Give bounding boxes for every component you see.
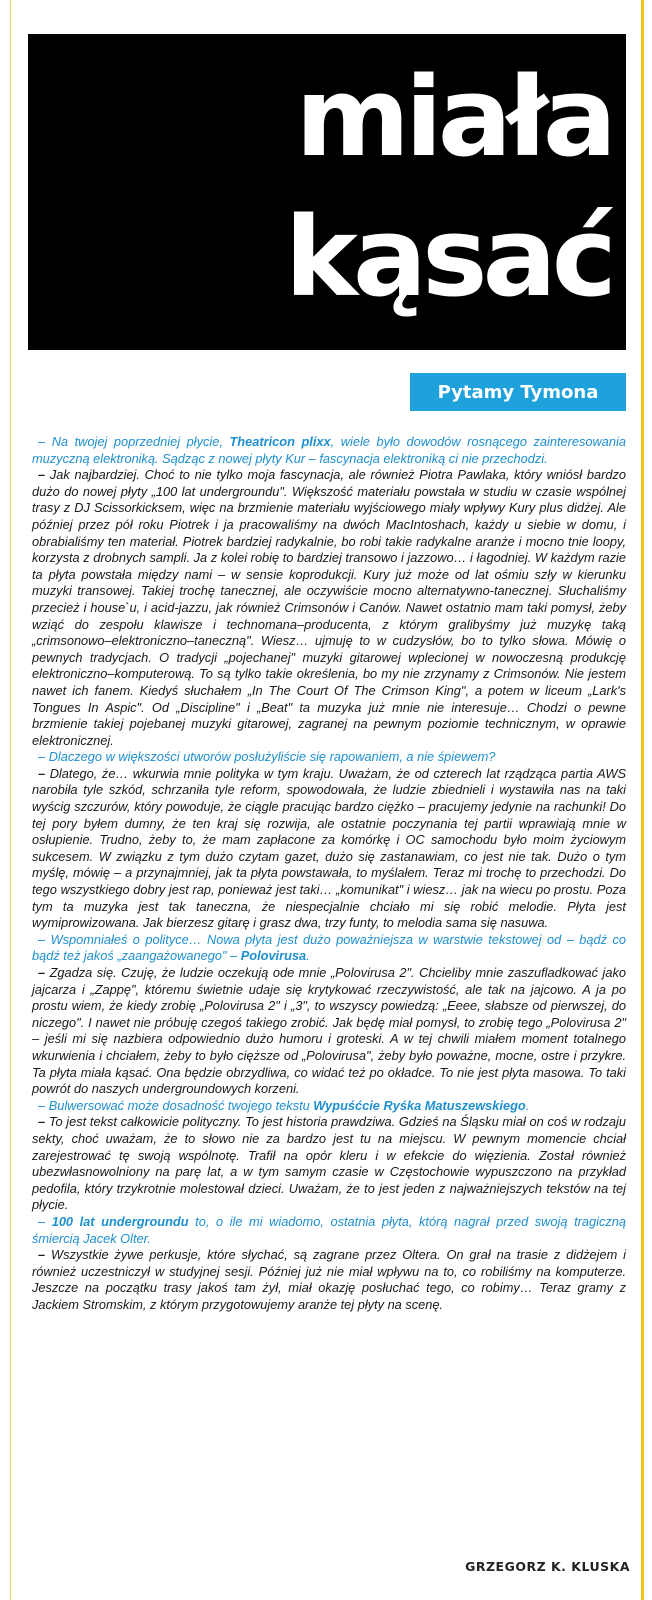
- question-2-text: Dlaczego w większości utworów posłużyliście się rapowaniem, a nie śpiewem?: [48, 749, 496, 765]
- question-5-album: 100 lat undergroundu: [51, 1213, 189, 1229]
- author-byline: GRZEGORZ K. KLUSKA: [465, 1559, 630, 1574]
- title-line-1: miała: [295, 53, 612, 181]
- article-body: [32, 434, 626, 1313]
- question-1-pre: Na twojej poprzedniej płycie,: [51, 434, 230, 449]
- title-block: [28, 34, 626, 350]
- answer-1: – Jak najbardziej. Choć to nie tylko moja fascynacja, ale również Piotra Pawlaka, który wniósł bardzo dużo do nowej płyty „100 lat undergroundu". Większość materiału powstała w studiu w czasie wspólnej trasy z DJ Scissorkicksem, więc na brzmienie materiału wyjściowego miały wpływy Kury plus didżej. Ale później przez pół roku Piotrek i ja pracowaliśmy na dwóch MacIntoshach, każdy u siebie w domu, i obrabialiśmy ten materiał. Piotrek bardziej radykalnie, bo robi takie radykalne aranże i mocno tnie loopy, korzysta z drobnych sampli. Ja z kolei robię to bardziej transowo i jazzowo… i łagodniej. W każdym razie ta płyta powstała między nami – w sensie koprodukcji. Kury już może od lat ośmiu szły w kierunku muzyki transowej. Takiej trochę tanecznej, ale oczywiście mocno alternatywno-tanecznej. Słuchaliśmy przecież i house`u, i acid-jazzu, jak również Crimsonów i Canów. Nawet ostatnio mam taki pomysł, żeby wziąć do zespołu klawisze i technomana–producenta, z którym gralibyśmy już muzykę taką „crimsonowo–elektroniczno–taneczną". Wiesz… ujmuję to w cudzysłów, bo to tylko słowa. Mówię o pewnych tradycjach. O tradycji „pojechanej" muzyki gitarowej wplecionej w nowoczesną produkcję elektroniczno–komputerową. To są tylko takie określenia, bo my nie zrzynamy z Crimsonów. Nie jestem nawet ich fanem. Kiedyś słuchałem „In The Court Of The Crimson King", a potem w liceum „Lark's Tongues In Aspic". Od „Discipline" i „Beat" ta muzyka już mnie nie interesuje… Chodzi o pewne brzmienie takiej pojebanej muzyki gitarowej, zagranej na pewnym poziomie technicznym, w oprawie elektronicznej.: [32, 467, 626, 748]
- question-2: – Dlaczego w większości utworów posłużyliście się rapowaniem, a nie śpiewem?: [38, 749, 496, 765]
- question-4: – Bulwersować może dosadność twojego tekstu Wypuśćcie Ryśka Matuszewskiego.: [38, 1097, 530, 1113]
- title-line-2: kąsać: [284, 193, 612, 321]
- answer-2-text: Dlatego, że… wkurwia mnie polityka w tym kraju. Uważam, że od czterech lat rządząca partia AWS narobiła tyle szkód, schrzaniła tyle reform, spowodowała, że ludzie zbiednieli i wystawiła nas na taki wyścig szczurów, który powoduje, że ciągle pracując bardzo ciężko – pracujemy jedynie na rachunki! Do tej pory byłem dumny, że ten kraj się rozwija, ale ostatnie poczynania tej partii wprawiają mnie w osłupienie. Trudno, żeby to, że mam zapłacone za komórkę i OC samochodu było moim życiowym sukcesem. W związku z tym dużo czytam gazet, dużo się zastanawiam, co jest nie tak. Dużo o tym myślę, mówię – a przynajmniej, jak ta płyta powstawała, to myślałem. Teraz mi trochę to przechodzi. Do tego wszystkiego dobry jest rap, ponieważ jest taki… „komunikat" i wiesz… jak na wiecu po prostu. Poza tym ta muzyka jest tak taneczna, że niespecjalnie chciało mi się robić melodie. Płyta jest wymiprowizowana. Jak bierzesz gitarę i grasz dwa, trzy funty, to melodia sama się nasuwa.: [32, 765, 626, 931]
- question-4-post: .: [525, 1097, 530, 1113]
- question-5: – 100 lat undergroundu to, o ile mi wiadomo, ostatnia płyta, którą nagrał przed swoją tragiczną śmiercią Jacek Olter.: [32, 1213, 626, 1246]
- answer-2: – Dlatego, że… wkurwia mnie polityka w tym kraju. Uważam, że od czterech lat rządząca partia AWS narobiła tyle szkód, schrzaniła tyle reform, spowodowała, że ludzie zbiednieli i wystawiła nas na taki wyścig szczurów, który powoduje, że ciągle pracując bardzo ciężko – pracujemy jedynie na rachunki! Do tej pory byłem dumny, że ten kraj się rozwija, ale ostatnie poczynania tej partii wprawiają mnie w osłupienie. Trudno, żeby to, że mam zapłacone za komórkę i OC samochodu było moim życiowym sukcesem. W związku z tym dużo czytam gazet, dużo się zastanawiam, co jest nie tak. Dużo o tym myślę, mówię – a przynajmniej, jak ta płyta powstawała, to myślałem. Teraz mi trochę to przechodzi. Do tego wszystkiego dobry jest rap, ponieważ jest taki… „komunikat" i wiesz… jak na wiecu po prostu. Poza tym ta muzyka jest tak taneczna, że niespecjalnie chciało mi się robić melodie. Płyta jest wymiprowizowana. Jak bierzesz gitarę i grasz dwa, trzy funty, to melodia sama się nasuwa.: [32, 765, 626, 931]
- answer-3: – Zgadza się. Czuję, że ludzie oczekują ode mnie „Polovirusa 2". Chcieliby mnie zaszufladkować jako jajcarza i „Zappę", któremu świetnie udaje się krytykować rzeczywistość, ale tak na jajcowo. A ja po prostu wiem, że kiedy zrobię „Polovirusa 2" i „3", to wszyscy powiedzą: „Eeee, słabsze od pierwszej, do niczego". I nawet nie próbuję czegoś takiego zrobić. Jak będę miał pomysł, to zrobię tego „Polovirusa 2" – jeśli mi się nazbiera odpowiednio dużo humoru i groteski. A w tej chwili miałem moment totalnego wkurwienia i chciałem, żeby to było cięższe od „Polovirusa", żeby było poważne, mocne, ostre i przykre. Ta płyta miała kąsać. Ona będzie obrzydliwa, co widać też po okładce. To nie jest płyta masowa. To taki powrót do naszych undergroundowych korzeni.: [32, 965, 626, 1097]
- answer-5: – Wszystkie żywe perkusje, które słychać, są zagrane przez Oltera. On grał na trasie z didżejem i również uczestniczył w studyjnej sesji. Później już nie miał wpływu na to, co robiliśmy na komputerze. Jeszcze na początku trasy jakoś tam żył, miał okazję posłuchać tego, co robimy… Teraz gramy z Jackiem Stromskim, z którym przygotowujemy aranże tej płyty na scenę.: [32, 1247, 626, 1312]
- question-3-pre: Wspomniałeś o polityce… Nowa płyta jest dużo poważniejsza w warstwie tekstowej od – bądź co bądź też jakoś „zaangażowanego" –: [32, 931, 626, 964]
- answer-4: – To jest tekst całkowicie polityczny. To jest historia prawdziwa. Gdzieś na Śląsku miał on coś w rodzaju sekty, choć uważam, że to słowo nie za bardzo jest tu na miejscu. W pewnym momencie chciał zarejestrować tę swoją wspólnotę. Trafił na opór kleru i w efekcie do więzienia. Został również ubezwłasnowolniony na parę lat, a w tym samym czasie w Częstochowie wypuszczono na przykład pedofila, który trzykrotnie molestował dzieci. Uważam, że to jest jeden z najważniejszych tekstów na tej płycie.: [32, 1114, 626, 1213]
- question-3-album: Polovirusa: [240, 948, 307, 964]
- section-subtitle: Pytamy Tymona: [410, 373, 626, 411]
- answer-5-text: Wszystkie żywe perkusje, które słychać, są zagrane przez Oltera. On grał na trasie z didżejem i również uczestniczył w studyjnej sesji. Później już nie miał wpływu na to, co robiliśmy na komputerze. Jeszcze na początku trasy jakoś tam żył, miał okazję posłuchać tego, co robimy… Teraz gramy z Jackiem Stromskim, z którym przygotowujemy aranże tej płyty na scenę.: [32, 1247, 626, 1312]
- question-3-post: .: [306, 948, 310, 964]
- question-1-post: , wiele było dowodów rosnącego zainteresowania muzyczną elektroniką. Sądząc z nowej płyty Kur – fascynacja elektroniką ci nie przechodzi.: [32, 434, 626, 466]
- question-3: – Wspomniałeś o polityce… Nowa płyta jest dużo poważniejsza w warstwie tekstowej od – bądź co bądź też jakoś „zaangażowanego" – Polovirusa.: [32, 931, 626, 964]
- answer-3-text: Zgadza się. Czuję, że ludzie oczekują ode mnie „Polovirusa 2". Chcieliby mnie zaszufladkować jako jajcarza i „Zappę", któremu świetnie udaje się krytykować rzeczywistość, ale tak na jajcowo. A ja po prostu wiem, że kiedy zrobię „Polovirusa 2" i „3", to wszyscy powiedzą: „Eeee, słabsze od pierwszej, do niczego". I nawet nie próbuję czegoś takiego zrobić. Jak będę miał pomysł, to zrobię tego „Polovirusa 2" – jeśli mi się nazbiera odpowiednio dużo humoru i groteski. A w tej chwili miałem moment totalnego wkurwienia i chciałem, żeby to było cięższe od „Polovirusa", żeby było poważne, mocne, ostre i przykre. Ta płyta miała kąsać. Ona będzie obrzydliwa, co widać też po okładce. To nie jest płyta masowa. To taki powrót do naszych undergroundowych korzeni.: [32, 965, 626, 1097]
- question-4-pre: Bulwersować może dosadność twojego tekstu: [48, 1097, 314, 1113]
- answer-1-text: Jak najbardziej. Choć to nie tylko moja fascynacja, ale również Piotra Pawlaka, który wniósł bardzo dużo do nowej płyty „100 lat undergroundu". Większość materiału powstała w studiu w czasie wspólnej trasy z DJ Scissorkicksem, więc na brzmienie materiału wyjściowego miały wpływy Kury plus didżej. Ale później przez pół roku Piotrek i ja pracowaliśmy na dwóch MacIntoshach, każdy u siebie w domu, i obrabialiśmy ten materiał. Piotrek bardziej radykalnie, bo robi takie radykalne aranże i mocno tnie loopy, korzysta z drobnych sampli. Ja z kolei robię to bardziej transowo i jazzowo… i łagodniej. W każdym razie ta płyta powstała między nami – w sensie koprodukcji. Kury już może od lat ośmiu szły w kierunku muzyki transowej. Takiej trochę tanecznej, ale oczywiście mocno alternatywno-tanecznej. Słuchaliśmy przecież i house`u, i acid-jazzu, jak również Crimsonów i Canów. Nawet ostatnio mam taki pomysł, żeby wziąć do zespołu klawisze i technomana–producenta, z którym gralibyśmy już muzykę taką „crimsonowo–elektroniczno–taneczną". Wiesz… ujmuję to w cudzysłów, bo to tylko słowa. Mówię o pewnych tradycjach. O tradycji „pojechanej" muzyki gitarowej wplecionej w nowoczesną produkcję elektroniczno–komputerową. To są tylko takie określenia, bo my nie zrzynamy z Crimsonów. Nie jestem nawet ich fanem. Kiedyś słuchałem „In The Court Of The Crimson King", a potem w liceum „Lark's Tongues In Aspic". Od „Discipline" i „Beat" ta muzyka już mnie nie interesuje… Chodzi o pewne brzmienie takiej pojebanej muzyki gitarowej, zagranej na pewnym poziomie technicznym, w oprawie elektronicznej.: [32, 467, 626, 748]
- question-1-album: Theatricon plixx: [229, 434, 331, 449]
- answer-4-text: To jest tekst całkowicie polityczny. To jest historia prawdziwa. Gdzieś na Śląsku miał on coś w rodzaju sekty, choć uważam, że to słowo nie za bardzo jest tu na miejscu. W pewnym momencie chciał zarejestrować tę swoją wspólnotę. Trafił na opór kleru i w efekcie do więzienia. Został również ubezwłasnowolniony na parę lat, a w tym samym czasie w Częstochowie wypuszczono na przykład pedofila, który trzykrotnie molestował dzieci. Uważam, że to jest jeden z najważniejszych tekstów na tej płycie.: [32, 1114, 626, 1213]
- question-4-song: Wypuśćcie Ryśka Matuszewskiego: [313, 1097, 526, 1113]
- question-1: – Na twojej poprzedniej płycie, Theatricon plixx, wiele było dowodów rosnącego zainteresowania muzyczną elektroniką. Sądząc z nowej płyty Kur – fascynacja elektroniką ci nie przechodzi.: [32, 434, 626, 466]
- question-5-post: to, o ile mi wiadomo, ostatnia płyta, którą nagrał przed swoją tragiczną śmiercią Jacek Olter.: [32, 1213, 626, 1246]
